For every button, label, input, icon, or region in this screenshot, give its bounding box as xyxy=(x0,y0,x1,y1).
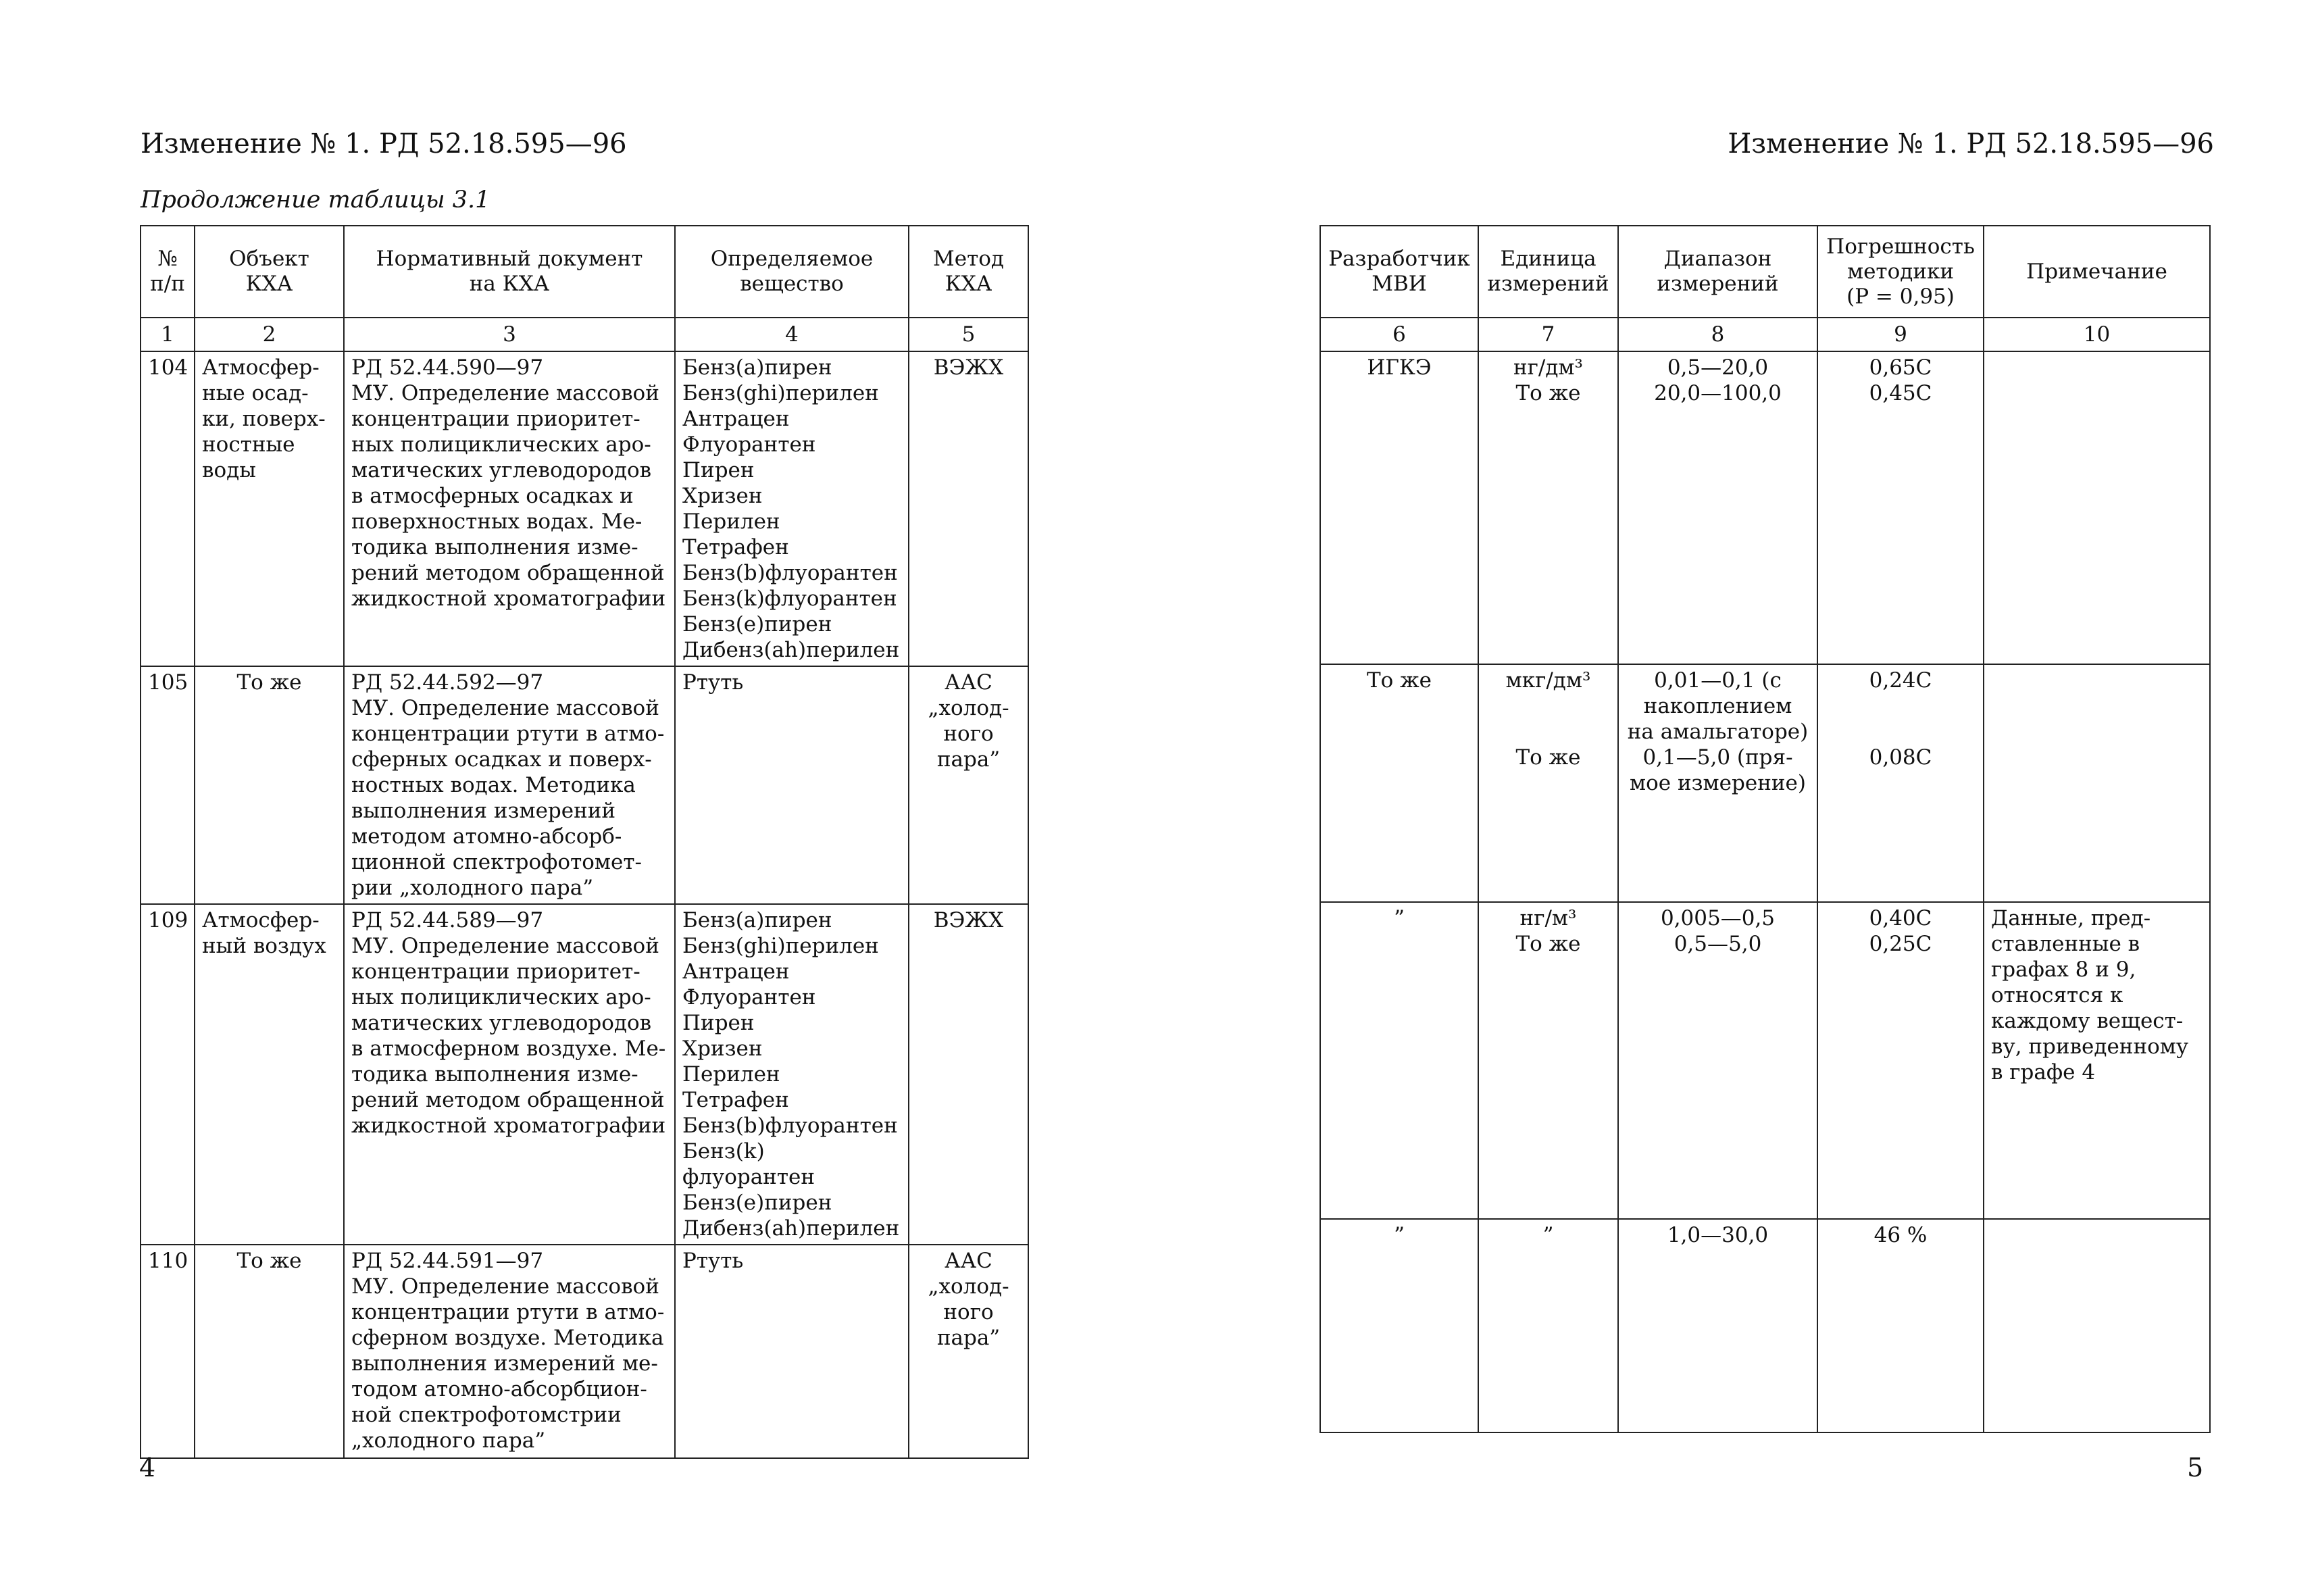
table-row xyxy=(1320,1219,2210,1432)
row-document: РД 52.44.592—97 МУ. Определение массовой концентрации ртути в атмо- сферных осадках и поверх- ностных водах. Методика выполнения измерений методом атомно-абсорб- ционной спектрофотомет- рии „холодного пара” xyxy=(344,666,675,904)
left-column-numbers-row xyxy=(141,318,1028,351)
row-object: Атмосфер- ные осад- ки, поверх- ностные воды xyxy=(195,351,344,666)
column-number: 2 xyxy=(195,318,344,351)
row-substance: Ртуть xyxy=(675,1245,909,1458)
row-method: ВЭЖХ xyxy=(909,351,1028,666)
row-unit: нг/дм³ То же xyxy=(1478,351,1618,664)
header-error: Погрешность методики (Р = 0,95) xyxy=(1817,226,1984,318)
row-error: 0,24С 0,08С xyxy=(1817,664,1984,902)
table-row xyxy=(141,1245,1028,1458)
row-range: 0,01—0,1 (с накоплением на амальгаторе) 0,1—5,0 (пря- мое измерение) xyxy=(1618,664,1817,902)
header-number: № п/п xyxy=(141,226,195,318)
row-document: РД 52.44.590—97 МУ. Определение массовой концентрации приоритет- ных полициклических аро- матических углеводородов в атмосферных осадках и поверхностных водах. Ме- тодика выполнения изме- рений методом обращенной жидкостной хроматографии xyxy=(344,351,675,666)
row-method: ААС „холод- ного пара” xyxy=(909,666,1028,904)
header-substance: Определяемое вещество xyxy=(675,226,909,318)
right-column-numbers-row xyxy=(1320,318,2210,351)
row-substance: Ртуть xyxy=(675,666,909,904)
right-table xyxy=(1319,225,2211,1433)
row-substance: Бенз(а)пирен Бенз(ghi)перилен Антрацен Флуорантен Пирен Хризен Перилен Тетрафен Бенз(b)флуорантен Бенз(k) флуорантен Бенз(е)пирен Дибенз(аh)перилен xyxy=(675,904,909,1245)
row-object: То же xyxy=(195,666,344,904)
row-note xyxy=(1984,1219,2210,1432)
right-header-row xyxy=(1320,226,2210,318)
column-number: 6 xyxy=(1320,318,1478,351)
row-object: Атмосфер- ный воздух xyxy=(195,904,344,1245)
row-number: 104 xyxy=(141,351,195,666)
header-note: Примечание xyxy=(1984,226,2210,318)
table-row xyxy=(141,904,1028,1245)
table-row xyxy=(1320,351,2210,664)
row-note: Данные, пред- ставленные в графах 8 и 9, относятся к каждому вещест- ву, приведенному в графе 4 xyxy=(1984,902,2210,1219)
column-number: 7 xyxy=(1478,318,1618,351)
row-unit: ” xyxy=(1478,1219,1618,1432)
column-number: 8 xyxy=(1618,318,1817,351)
table-row xyxy=(141,666,1028,904)
row-number: 105 xyxy=(141,666,195,904)
page-header-left: Изменение № 1. РД 52.18.595—96 xyxy=(141,128,627,159)
row-method: ААС „холод- ного пара” xyxy=(909,1245,1028,1458)
header-method: Метод КХА xyxy=(909,226,1028,318)
header-document: Нормативный документ на КХА xyxy=(344,226,675,318)
row-substance: Бенз(а)пирен Бенз(ghi)перилен Антрацен Флуорантен Пирен Хризен Перилен Тетрафен Бенз(b)флуорантен Бенз(k)флуорантен Бенз(е)пирен Дибенз(аh)перилен xyxy=(675,351,909,666)
header-unit: Единица измерений xyxy=(1478,226,1618,318)
column-number: 5 xyxy=(909,318,1028,351)
page-header-right: Изменение № 1. РД 52.18.595—96 xyxy=(1728,128,2214,159)
row-number: 109 xyxy=(141,904,195,1245)
table-row xyxy=(1320,902,2210,1219)
page-number-left: 4 xyxy=(139,1453,156,1482)
left-table xyxy=(140,225,1029,1459)
table-caption: Продолжение таблицы 3.1 xyxy=(141,186,491,214)
left-header-row xyxy=(141,226,1028,318)
row-developer: То же xyxy=(1320,664,1478,902)
row-error: 46 % xyxy=(1817,1219,1984,1432)
column-number: 9 xyxy=(1817,318,1984,351)
column-number: 4 xyxy=(675,318,909,351)
row-method: ВЭЖХ xyxy=(909,904,1028,1245)
header-object: Объект КХА xyxy=(195,226,344,318)
row-unit: нг/м³ То же xyxy=(1478,902,1618,1219)
row-unit: мкг/дм³ То же xyxy=(1478,664,1618,902)
row-developer: ” xyxy=(1320,902,1478,1219)
row-document: РД 52.44.589—97 МУ. Определение массовой концентрации приоритет- ных полициклических аро- матических углеводородов в атмосферном воздухе. Ме- тодика выполнения изме- рений методом обращенной жидкостной хроматографии xyxy=(344,904,675,1245)
row-range: 1,0—30,0 xyxy=(1618,1219,1817,1432)
row-note xyxy=(1984,351,2210,664)
row-note xyxy=(1984,664,2210,902)
table-row xyxy=(141,351,1028,666)
row-developer: ИГКЭ xyxy=(1320,351,1478,664)
header-developer: Разработчик МВИ xyxy=(1320,226,1478,318)
row-error: 0,65С 0,45С xyxy=(1817,351,1984,664)
row-range: 0,5—20,0 20,0—100,0 xyxy=(1618,351,1817,664)
page-number-right: 5 xyxy=(2187,1453,2204,1482)
row-developer: ” xyxy=(1320,1219,1478,1432)
row-range: 0,005—0,5 0,5—5,0 xyxy=(1618,902,1817,1219)
column-number: 10 xyxy=(1984,318,2210,351)
column-number: 1 xyxy=(141,318,195,351)
row-document: РД 52.44.591—97 МУ. Определение массовой концентрации ртути в атмо- сферном воздухе. Методика выполнения измерений ме- тодом атомно-абсорбцион- ной спектрофотомстрии „холодного пара” xyxy=(344,1245,675,1458)
row-number: 110 xyxy=(141,1245,195,1458)
row-error: 0,40С 0,25С xyxy=(1817,902,1984,1219)
table-row xyxy=(1320,664,2210,902)
column-number: 3 xyxy=(344,318,675,351)
row-object: То же xyxy=(195,1245,344,1458)
header-range: Диапазон измерений xyxy=(1618,226,1817,318)
